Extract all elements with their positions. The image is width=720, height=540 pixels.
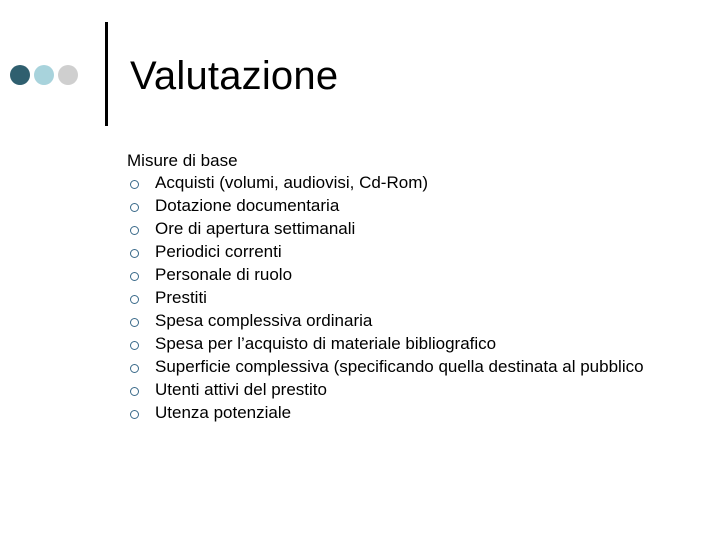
list-item: Ore di apertura settimanali [127, 218, 667, 241]
dot-dark [10, 65, 30, 85]
circle-bullet-icon [130, 341, 139, 350]
circle-bullet-icon [130, 203, 139, 212]
list-item: Prestiti [127, 287, 667, 310]
circle-bullet-icon [130, 295, 139, 304]
list-item: Acquisti (volumi, audiovisi, Cd-Rom) [127, 172, 667, 195]
decorative-dots [10, 65, 78, 85]
list-item: Personale di ruolo [127, 264, 667, 287]
dot-light-blue [34, 65, 54, 85]
circle-bullet-icon [130, 410, 139, 419]
circle-bullet-icon [130, 272, 139, 281]
bullet-list [127, 172, 667, 425]
circle-bullet-icon [130, 318, 139, 327]
dot-grey [58, 65, 78, 85]
list-item: Superficie complessiva (specificando quella destinata al pubblico [127, 356, 667, 379]
circle-bullet-icon [130, 226, 139, 235]
list-item: Utenza potenziale [127, 402, 667, 425]
circle-bullet-icon [130, 180, 139, 189]
list-item: Spesa per l’acquisto di materiale bibliografico [127, 333, 667, 356]
circle-bullet-icon [130, 387, 139, 396]
content-heading: Misure di base [127, 151, 238, 170]
list-item: Periodici correnti [127, 241, 667, 264]
slide-title: Valutazione [130, 54, 339, 98]
circle-bullet-icon [130, 364, 139, 373]
list-item: Utenti attivi del prestito [127, 379, 667, 402]
title-divider [105, 22, 108, 126]
slide-content [127, 150, 667, 425]
list-item: Spesa complessiva ordinaria [127, 310, 667, 333]
circle-bullet-icon [130, 249, 139, 258]
list-item: Dotazione documentaria [127, 195, 667, 218]
